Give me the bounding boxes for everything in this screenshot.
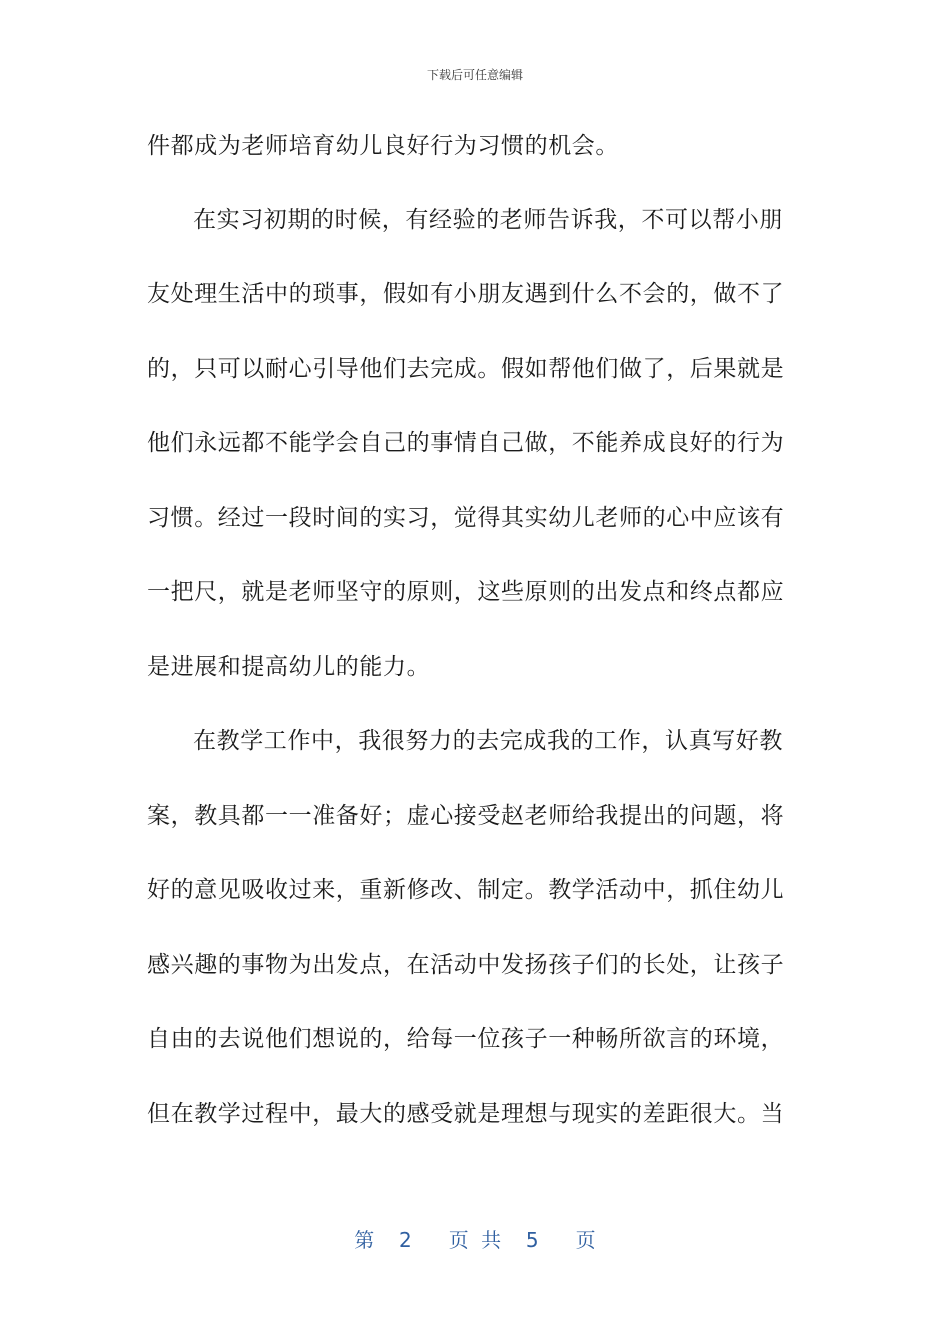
- text-line: 感兴趣的事物为出发点，在活动中发扬孩子们的长处，让孩子: [147, 952, 785, 978]
- text-line: 自由的去说他们想说的，给每一位孩子一种畅所欲言的环境，: [147, 1026, 785, 1052]
- paragraph-start-line: 在教学工作中，我很努力的去完成我的工作，认真写好教: [193, 728, 783, 754]
- text-line: 友处理生活中的琐事，假如有小朋友遇到什么不会的，做不了: [147, 281, 785, 307]
- page-header: 下载后可任意编辑: [426, 68, 523, 82]
- page-number-indicator: 第 2 页 共 5 页: [354, 1228, 596, 1252]
- text-line: 是进展和提高幼儿的能力。: [147, 654, 431, 680]
- text-line: 好的意见吸收过来，重新修改、制定。教学活动中，抓住幼儿: [147, 877, 785, 903]
- text-line: 案，教具都一一准备好；虚心接受赵老师给我提出的问题，将: [147, 803, 785, 829]
- text-line: 一把尺，就是老师坚守的原则，这些原则的出发点和终点都应: [147, 579, 785, 605]
- text-line: 件都成为老师培育幼儿良好行为习惯的机会。: [147, 133, 619, 159]
- page-footer: [0, 1224, 950, 1253]
- text-line: 但在教学过程中，最大的感受就是理想与现实的差距很大。当: [147, 1101, 785, 1127]
- text-line: 的，只可以耐心引导他们去完成。假如帮他们做了，后果就是: [147, 356, 785, 382]
- paragraph-start-line: 在实习初期的时候，有经验的老师告诉我，不可以帮小朋: [193, 207, 783, 233]
- text-line: 他们永远都不能学会自己的事情自己做，不能养成良好的行为: [147, 430, 785, 456]
- text-line: 习惯。经过一段时间的实习，觉得其实幼儿老师的心中应该有: [147, 505, 785, 531]
